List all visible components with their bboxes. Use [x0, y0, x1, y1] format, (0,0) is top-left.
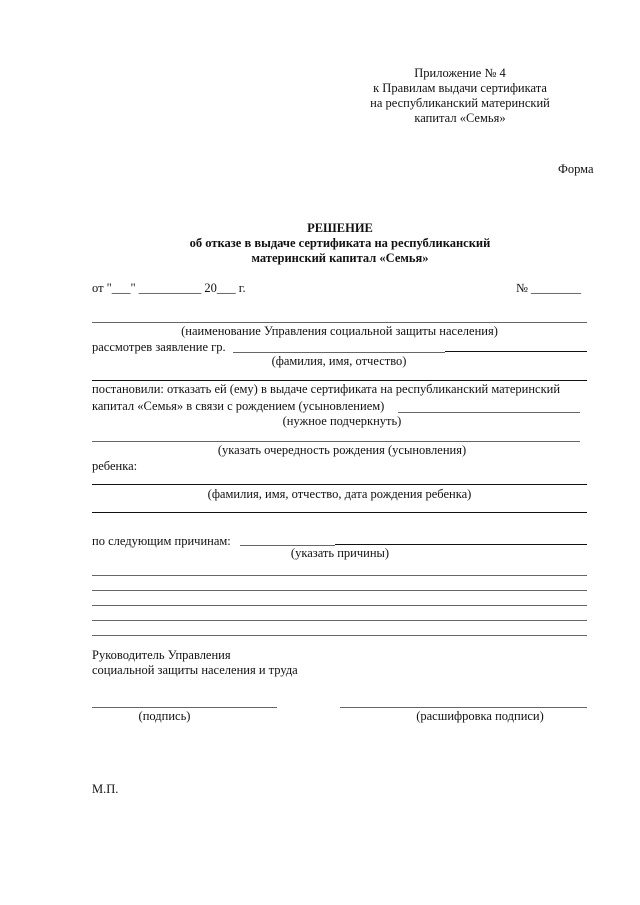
reasons-row-2 [92, 590, 587, 591]
signer-line-1: Руководитель Управления [92, 648, 231, 662]
birth-order-line [92, 441, 580, 442]
child-hint: (фамилия, имя, отчество, дата рождения ребенка) [207, 487, 472, 501]
signature-decode-line [340, 707, 587, 708]
decided-text-1: постановили: отказать ей (ему) в выдаче сертификата на республиканский материнский [92, 382, 561, 396]
applicant-line-2 [445, 351, 587, 352]
date-field: от "___" __________ 20___ г. [92, 281, 246, 295]
appendix-line-1: Приложение № 4 [414, 66, 506, 80]
decided-top-line [92, 380, 587, 381]
birth-order-hint: (указать очередность рождения (усыновления) [217, 443, 467, 457]
department-line [92, 322, 587, 323]
fio-hint: (фамилия, имя, отчество) [271, 354, 407, 368]
applicant-line [233, 352, 445, 353]
signature-hint: (подпись) [138, 709, 191, 723]
decided-text-2: капитал «Семья» в связи с рождением (усыновлением) [92, 399, 385, 413]
adoption-line [398, 412, 580, 413]
reasons-row-5 [92, 635, 587, 636]
child-label: ребенка: [92, 459, 138, 473]
appendix-line-4: капитал «Семья» [414, 111, 506, 125]
reasons-row-1 [92, 575, 587, 576]
reasons-label: по следующим причинам: [92, 534, 231, 548]
title-line-3: материнский капитал «Семья» [251, 251, 429, 265]
title-heading: РЕШЕНИЕ [307, 221, 373, 235]
appendix-line-3: на республиканский материнский [370, 96, 550, 110]
seal-label: М.П. [92, 782, 119, 796]
reasons-hint: (указать причины) [290, 546, 390, 560]
form-label: Форма [558, 162, 594, 176]
signer-line-2: социальной защиты населения и труда [92, 663, 298, 677]
signature-line [92, 707, 277, 708]
department-hint: (наименование Управления социальной защиты населения) [181, 324, 498, 338]
appendix-line-2: к Правилам выдачи сертификата [373, 81, 547, 95]
child-line-2 [92, 512, 587, 513]
reasons-row-3 [92, 605, 587, 606]
number-field: № ________ [516, 281, 582, 295]
reasons-row-4 [92, 620, 587, 621]
child-line [92, 484, 587, 485]
considered-label: рассмотрев заявление гр. [92, 340, 226, 354]
underline-hint: (нужное подчеркнуть) [282, 414, 402, 428]
reasons-line-b [335, 544, 587, 545]
signature-decode-hint: (расшифровка подписи) [416, 709, 544, 723]
title-line-2: об отказе в выдаче сертификата на республиканский [189, 236, 491, 250]
